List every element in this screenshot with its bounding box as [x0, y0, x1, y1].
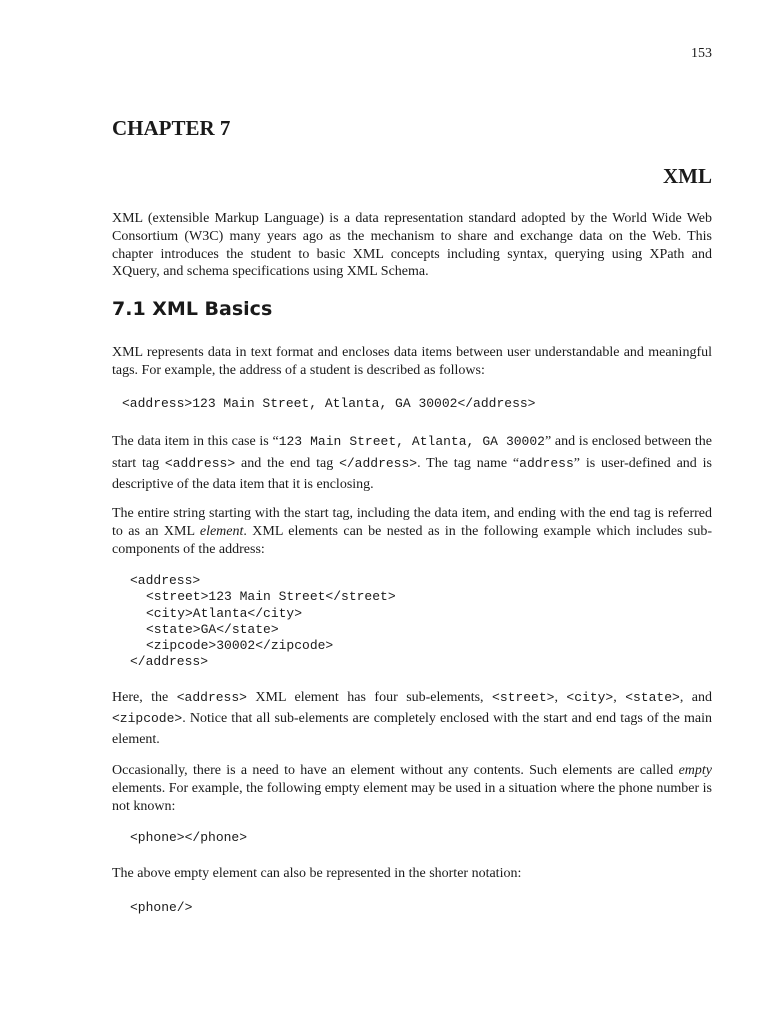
p4-text: . Notice that all sub-elements are completely enclosed with the start and end tags of the main element.	[112, 711, 712, 747]
p4-text: ,	[554, 690, 567, 705]
inline-code: <street>	[492, 690, 555, 705]
code-line: <state>GA</state>	[146, 621, 279, 637]
chapter-title: XML	[663, 164, 712, 188]
inline-code: <address>	[176, 690, 247, 705]
inline-code: </address>	[339, 455, 418, 471]
paragraph-4	[112, 687, 712, 750]
code-example-2	[130, 573, 396, 671]
p5-text: Occasionally, there is a need to have an element without any contents. Such elements are called	[112, 763, 679, 778]
intro-paragraph: XML (extensible Markup Language) is a data representation standard adopted by the World Wide Web Consortium (W3C) many years ago as the mechanism to share and exchange data on the Web. This chapter introduces the student to basic XML concepts including syntax, querying using XPath and XQuery, and schema specifications using XML Schema.	[112, 211, 712, 280]
inline-code: <state>	[625, 690, 680, 705]
code-line: <address>	[130, 573, 201, 588]
section-heading: 7.1 XML Basics	[112, 298, 273, 320]
p4-text: XML element has four sub-elements,	[246, 690, 493, 705]
code-line: </address>	[130, 654, 209, 670]
inline-code: address	[519, 455, 574, 471]
code-example-4: <phone/>	[130, 900, 193, 915]
p4-text: , and	[679, 690, 712, 705]
inline-code: <address>	[164, 455, 236, 471]
p3-text: . XML elements can be nested as in the following example which includes sub-components of the address:	[112, 523, 712, 557]
code-example-3: <phone></phone>	[130, 830, 248, 845]
inline-code: <city>	[566, 690, 614, 705]
emphasis: element	[199, 523, 244, 539]
paragraph-1: XML represents data in text format and encloses data items between user understandable and meaningful tags. For example, the address of a student is described as follows:	[112, 345, 712, 378]
code-line: <city>Atlanta</city>	[146, 605, 303, 621]
p2-text: ” and is enclosed between the start tag	[112, 434, 712, 471]
inline-code: <zipcode>	[112, 711, 183, 726]
paragraph-5	[112, 762, 712, 815]
p4-text: Here, the	[112, 690, 177, 705]
p4-text: ,	[613, 690, 626, 705]
paragraph-3	[112, 505, 712, 558]
p3-text: The entire string starting with the start tag, including the data item, and ending with the end tag is referred to as an XML	[112, 506, 712, 539]
p2-text: ” is user-defined and is descriptive of the data item that it is enclosing.	[112, 455, 712, 492]
p5-text: elements. For example, the following empty element may be used in a situation where the phone number is not known:	[112, 780, 712, 814]
code-line: <zipcode>30002</zipcode>	[146, 638, 334, 654]
paragraph-2	[112, 431, 712, 496]
paragraph-6: The above empty element can also be represented in the shorter notation:	[112, 866, 522, 881]
p2-text: . The tag name “	[417, 455, 520, 471]
emphasis: empty	[678, 763, 712, 778]
code-line: <street>123 Main Street</street>	[146, 589, 396, 605]
page-number: 153	[691, 46, 712, 61]
p2-text: The data item in this case is “	[112, 434, 279, 449]
p2-text: and the end tag	[235, 455, 340, 471]
code-example-1: <address>123 Main Street, Atlanta, GA 30002</address>	[122, 396, 536, 411]
chapter-label: CHAPTER 7	[112, 116, 231, 140]
inline-code: 123 Main Street, Atlanta, GA 30002	[278, 434, 545, 449]
